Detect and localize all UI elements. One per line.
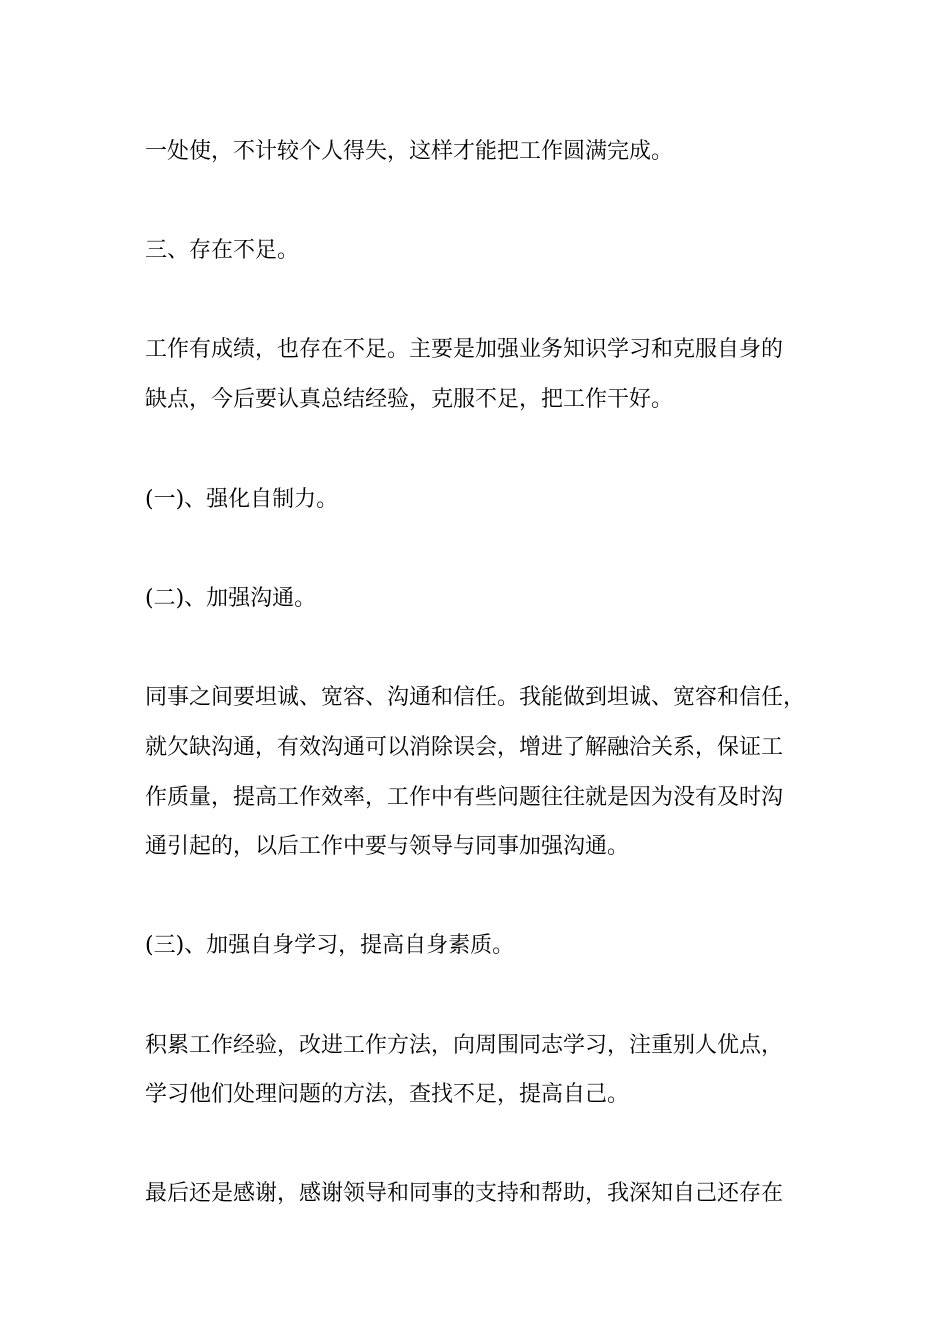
paragraph-6-line-2: 就欠缺沟通，有效沟通可以消除误会，增进了解融洽关系，保证工 <box>145 735 784 760</box>
paragraph-9-line-1: 最后还是感谢，感谢领导和同事的支持和帮助，我深知自己还存在 <box>145 1181 784 1206</box>
subheading-1: (一)、强化自制力。 <box>145 487 339 512</box>
paragraph-6-line-1: 同事之间要坦诚、宽容、沟通和信任。我能做到坦诚、宽容和信任， <box>145 685 806 710</box>
paragraph-3-line-1: 工作有成绩，也存在不足。主要是加强业务知识学习和克服自身的 <box>145 337 784 362</box>
paragraph-1-line-1: 一处使，不计较个人得失，这样才能把工作圆满完成。 <box>145 139 674 164</box>
paragraph-6-line-3: 作质量，提高工作效率，工作中有些问题往往就是因为没有及时沟 <box>145 785 784 810</box>
subheading-3: (三)、加强自身学习，提高自身素质。 <box>145 933 515 958</box>
subheading-2: (二)、加强沟通。 <box>145 586 317 611</box>
paragraph-8-line-1: 积累工作经验，改进工作方法，向周围同志学习，注重别人优点， <box>145 1033 784 1058</box>
section-heading-shortcomings: 三、存在不足。 <box>145 238 300 263</box>
paragraph-3-line-2: 缺点，今后要认真总结经验，克服不足，把工作干好。 <box>145 387 674 412</box>
paragraph-8-line-2: 学习他们处理问题的方法，查找不足，提高自己。 <box>145 1082 630 1107</box>
paragraph-6-line-4: 通引起的，以后工作中要与领导与同事加强沟通。 <box>145 834 630 859</box>
